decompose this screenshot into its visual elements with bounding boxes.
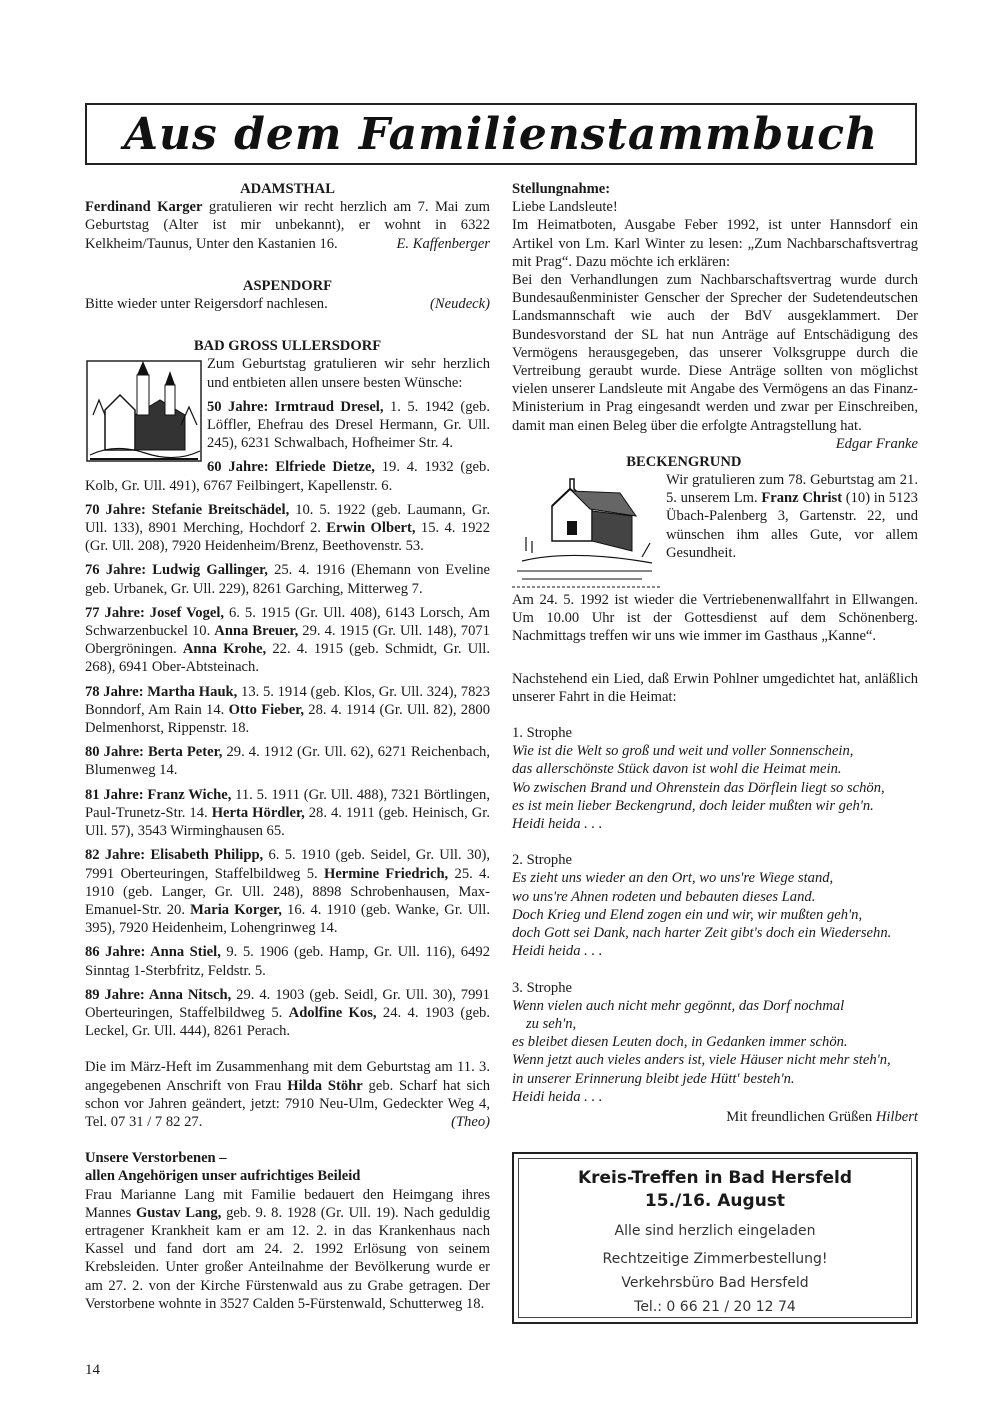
list-item: 86 Jahre: Anna Stiel, 9. 5. 1906 (geb. Hamp, Gr. Ull. 116), 6492 Sinntag 1-Sterbfritz, Feldstr. 5. [85,944,490,979]
header-banner [85,103,917,165]
heading-stellungnahme: Stellungnahme: [512,181,611,197]
stellungnahme-text-2: Bei den Verhandlungen zum Nachbarschaftsvertrag wurde durch Bundesaußenminister Genscher der Sprecher der Sudetendeutschen Landsmannschaft wie auch der BdV ausgeklammert. Der Bundesvorstand der SL hat nun Anträge auf Entschädigung des Vermögens herausgegeben, das unserer Volksgruppe durch die Vertreibung geraubt wurde. Diese Anträge sollten von möglichst vielen unserer Landsleute mit Angabe des Vermögens an das Finanz-Ministerium in Prag eingesandt werden und zwar per Einschreiben, damit man einen Beleg über die erfolgte Antragstellung hat. Edgar Franke [512,272,918,452]
page-title: Aus dem Familienstammbuch [123,109,879,160]
list-item: 77 Jahre: Josef Vogel, 6. 5. 1915 (Gr. Ull. 408), 6143 Lorsch, Am Schwarzenbuckel 10. Anna Breuer, 29. 4. 1915 (Gr. Ull. 148), 7071 Obergröningen. Anna Krohe, 22. 4. 1915 (geb. Schmidt, Gr. Ull. 268), 6941 Ober-Abtsteinach. [85,604,490,676]
page-number: 14 [85,1362,100,1378]
strophe-2-title: 2. Strophe [512,852,572,869]
address-correction: Die im März-Heft im Zusammenhang mit dem Geburtstag am 11. 3. angegebenen Anschrift von Frau Hilda Stöhr geb. Scharf hat sich schon vor Jahren geändert, jetzt: 7910 Neu-Ulm, Gedeckter Weg 4, Tel. 07 31 / 7 82 27. (Theo) [85,1059,491,1130]
event-line-3: Verkehrsbüro Bad Hersfeld [621,1275,809,1291]
strophe-1-title: 1. Strophe [512,725,572,742]
list-item: 82 Jahre: Elisabeth Philipp, 6. 5. 1910 (geb. Seidel, Gr. Ull. 30), 7991 Oberteuringen, Staffelbildweg 5. Hermine Friedrich, 25. 4. 1910 (geb. Langer, Gr. Ull. 248), 8898 Schrobenhausen, Max-Emanuel-Str. 20. Maria Korger, 16. 4. 1910 (geb. Wanke, Gr. Ull. 395), 7920 Heidenheim, Lohengrinweg 14. [85,847,491,937]
lied-intro: Nachstehend ein Lied, daß Erwin Pohlner umgedichtet hat, anläßlich unserer Fahrt in die Heimat: [512,670,918,705]
event-line-4: Tel.: 0 66 21 / 20 12 74 [634,1299,796,1315]
heading-aspendorf: ASPENDORF [242,277,333,294]
list-item: 81 Jahre: Franz Wiche, 11. 5. 1911 (Gr. Ull. 488), 7321 Börtlingen, Paul-Trunetz-Str. 14. Herta Hördler, 28. 4. 1911 (geb. Heinisch, Gr. Ull. 57), 3543 Wirminghausen 65. [85,786,491,840]
list-item: 50 Jahre: Irmtraud Dresel, 1. 5. 1942 (geb. Löffler, Ehefrau des Dresel Hermann, Gr. Ull. 245), 6231 Schwalbach, Hofheimer Str. 4. [207,398,490,452]
list-item: 76 Jahre: Ludwig Gallinger, 25. 4. 1916 (Ehemann von Eveline geb. Urbanek, Gr. Ull. 229), 8261 Garching, Mitterweg 7. [85,562,490,597]
strophe-3: Wenn vielen auch nicht mehr gegönnt, das Dorf nochmal zu seh'n, es bleibet diesen Leuten doch, in Gedanken immer schön. Wenn jetzt auch vieles anders ist, viele Häuser nicht mehr steh'n, in unserer Erinnerung bleibt jede Hütt' besteh'n. Heidi heida . . . [512,997,891,1105]
list-item: 78 Jahre: Martha Hauk, 13. 5. 1914 (geb. Klos, Gr. Ull. 324), 7823 Bonndorf, Am Rain 14. Otto Fieber, 28. 4. 1914 (Gr. Ull. 82), 2800 Delmenhorst, Rippenstr. 18. [85,683,490,737]
right-column [512,180,918,1132]
signature: E. Kaffenberger [396,235,490,252]
birthday-list [85,398,490,1041]
left-column [85,180,490,1319]
event-title: Kreis-Treffen in Bad Hersfeld [577,1168,853,1188]
strophe-2: Es zieht uns wieder an den Ort, wo uns're Wiege stand, wo uns're Ahnen rodeten und bebauten dieses Land. Doch Krieg und Elend zogen ein und wir, wir mußten geh'n, doch Gott sei Dank, nach harter Zeit gibt's doch ein Wiedersehn. Heidi heida . . . [512,870,892,960]
signature: (Neudeck) [430,296,490,313]
list-item: 70 Jahre: Stefanie Breitschädel, 10. 5. 1922 (geb. Laumann, Gr. Ull. 133), 8901 Merching, Hochdorf 2. Erwin Olbert, 15. 4. 1922 (Gr. Ull. 208), 7920 Heidenheim/Brenz, Beethovenstr. 53. [85,501,490,555]
adamsthal-text: Ferdinand Karger gratulieren wir recht herzlich am 7. Mai zum Geburtstag (Alter ist mir unbekannt), er wohnt in 6322 Kelkheim/Taunus, Unter den Kastanien 16. E. Kaffenberger [85,199,490,252]
signature: (Theo) [451,1113,490,1130]
closing: Mit freundlichen Grüßen Hilbert [726,1108,918,1125]
event-date: 15./16. August [644,1191,786,1211]
list-item: 60 Jahre: Elfriede Dietze, 19. 4. 1932 (geb. Kolb, Gr. Ull. 491), 6767 Feilbingert, Kapellenstr. 6. [85,459,490,494]
greeting: Liebe Landsleute! [512,199,618,216]
event-box [512,1152,918,1324]
list-item: 89 Jahre: Anna Nitsch, 29. 4. 1903 (geb. Seidl, Gr. Ull. 30), 7991 Oberteuringen, Staffelbildweg 5. Adolfine Kos, 24. 4. 1903 (geb. Leckel, Gr. Ull. 444), 8261 Perach. [85,986,490,1040]
obituary-text: Frau Marianne Lang mit Familie bedauert den Heimgang ihres Mannes Gustav Lang, geb. 9. 8. 1928 (Gr. Ull. 19). Nach geduldig ertragener Krankheit kam er am 12. 2. in das Krankenhaus nach Kassel und fand dort am 24. 2. 1992 Erlösung von seinem Krebsleiden. Unter großer Anteilnahme der Bevölkerung wurde er am 27. 2. von der Kirche Fürstenwald aus zu Grabe getragen. Der Verstorbene wohnte in 3527 Calden 5-Fürstenwald, Schutterweg 18. [85,1186,491,1312]
heading-verstorbene: Unsere Verstorbenen – [85,1150,227,1167]
strophe-3-title: 3. Strophe [512,979,572,996]
event-line-2: Rechtzeitige Zimmerbestellung! [602,1251,828,1267]
bad-gross-intro: Zum Geburtstag gratulieren wir sehr herzlich und entbieten allen unsere besten Wünsche: [207,356,490,391]
list-item: 80 Jahre: Berta Peter, 29. 4. 1912 (Gr. Ull. 62), 6271 Reichenbach, Blumenweg 14. [85,744,490,779]
chapel-illustration [512,471,660,591]
stellungnahme-text: Im Heimatboten, Ausgabe Feber 1992, ist unter Hannsdorf ein Artikel von Lm. Karl Winter zu lesen: „Zum Nachbarschaftsvertrag mit Prag“. Dazu möchte ich erklären: [512,217,918,270]
aspendorf-text: Bitte wieder unter Reigersdorf nachlesen. (Neudeck) [85,296,490,313]
event-line-1: Alle sind herzlich eingeladen [614,1223,816,1239]
heading-beileid: allen Angehörigen unser aufrichtiges Beileid [85,1168,361,1185]
heading-beckengrund: BECKENGRUND [626,453,742,470]
heading-adamsthal: ADAMSTHAL [240,181,335,197]
signature: Edgar Franke [835,435,918,452]
church-illustration [85,355,203,463]
strophe-1: Wie ist die Welt so groß und weit und voller Sonnenschein, das allerschönste Stück davon ist wohl die Heimat mein. Wo zwischen Brand und Ohrenstein das Dörflein liegt so schön, es ist mein lieber Beckengrund, doch leider mußten wir geh'n. Heidi heida . . . [512,743,885,833]
beckengrund-text: Wir gratulieren zum 78. Geburtstag am 21. 5. unserem Lm. Franz Christ (10) in 5123 Übach-Palenberg 3, Gartenstr. 22, und wünschen ihm alles Gute, vor allem Gesundheit. [666,472,918,561]
wallfahrt-text: Am 24. 5. 1992 ist wieder die Vertriebenenwallfahrt in Ellwangen. Um 10.00 Uhr ist der Gottesdienst auf dem Schönenberg. Nachmittags treffen wir uns wie immer im Gasthaus „Kanne“. [512,592,918,645]
heading-bad-gross-ullersdorf: BAD GROSS ULLERSDORF [193,338,382,355]
